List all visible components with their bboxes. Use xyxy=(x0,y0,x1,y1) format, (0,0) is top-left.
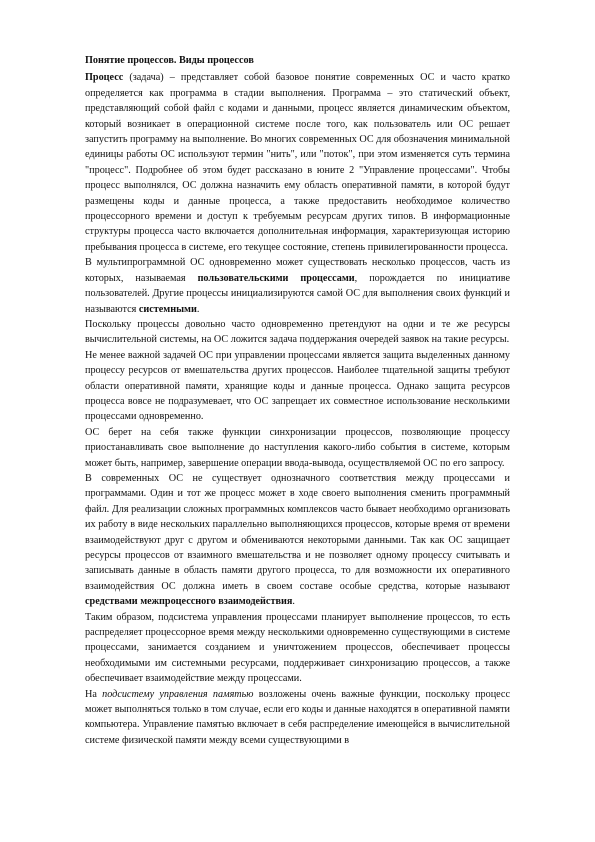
paragraph-text: На xyxy=(85,688,103,700)
paragraph-text: В современных ОС не существует однозначного соответствия между процессами и программами. Один и тот же процесс может в ходе своего выполнения сменить программный файл. Для реализации сложных программных комплексов часто бывает необходимо организовать их работу в виде нескольких параллельно выполняющихся процессов, которые время от времени взаимодействуют друг с другом и обмениваются некоторыми данными. Так как ОС защищает ресурсы процессов от взаимного вмешательства и не позволяет одному процессу считывать и записывать данные в область памяти другого процесса, то для возможности их оперативного взаимодействия ОС должна иметь в своем составе особые средства, которые называют xyxy=(85,472,510,592)
term-system-processes: системными xyxy=(138,303,197,315)
document-title: Понятие процессов. Виды процессов xyxy=(85,55,254,66)
term-ipc: средствами межпроцессного взаимодействия xyxy=(85,596,293,608)
paragraph-process-subsystem-summary: Таким образом, подсистема управления процессами планирует выполнение процессов, то есть распределяет процессорное время между несколькими одновременно существующими в системе процессами, занимается созданием и уничтожением процессов, обеспечивает процессы необходимыми им системными ресурсами, поддерживает синхронизацию процессов, а также обеспечивает взаимодействие между процессами. xyxy=(85,611,510,685)
paragraph-text: . xyxy=(196,303,200,315)
paragraph-resource-queues: Поскольку процессы довольно часто одновременно претендуют на одни и те же ресурсы вычислительной системы, на ОС ложится задача поддержания очередей заявок на такие ресурсы. xyxy=(85,318,510,346)
paragraph-resource-protection: Не менее важной задачей ОС при управлении процессами является защита выделенных данному процессу ресурсов от вмешательства других процессов. Наиболее тщательной защиты требуют области оперативной памяти, хранящие коды и данные процесса. Однако защита ресурсов процесса вовсе не подразумевает, что ОС запрещает их совместное использование несколькими процессами одновременно. xyxy=(85,349,510,423)
document-page xyxy=(85,53,510,748)
paragraph-memory-management xyxy=(85,687,510,749)
paragraph-text: В мультипрограммной ОС одновременно может существовать несколько процессов, часть из которых, называемая xyxy=(85,257,510,284)
paragraph-text: возложены очень важные функции, поскольку процесс может выполняться только в том случае, если его коды и данные находятся в оперативной памяти компьютера. Управление памятью включает в себя распределение имеющейся в вычислительной системе физической памяти между всеми существующими в xyxy=(85,688,510,746)
term-user-processes: пользовательскими процессами xyxy=(197,272,355,284)
paragraph-text: (задача) – представляет собой базовое понятие современных ОС и часто кратко определяется как программа в стадии выполнения. Программа – это статический объект, представляющий собой файл с кодами и данными, процесс является динамическим объектом, который возникает в операционной системе после того, как пользователь или ОС решает запустить программу на выполнение. Во многих современных ОС для обозначения минимальной единицы работы ОС используют термин "нить", или "поток", при этом изменяется суть термина "процесс". Подробнее об этом будет рассказано в юните 2 "Управление процессами". Чтобы процесс выполнялся, ОС должна назначить ему область оперативной памяти, в которой будут размещены коды и данные процесса, а также предоставить необходимое количество процессорного времени и доступ к требуемым ресурсам других типов. В информационные структуры процесса часто включается дополнительная информация, характеризующая историю пребывания процесса в системе, его текущее состояние, степень привилегированности процесса. xyxy=(85,72,510,253)
paragraph-ipc xyxy=(85,471,510,610)
paragraph-text: , порождается по инициативе пользователей. Другие процессы инициализируются самой ОС для выполнения своих функций и называются xyxy=(85,272,510,315)
paragraph-multiprogramming xyxy=(85,255,510,317)
term-process: Процесс xyxy=(85,72,124,84)
term-memory-subsystem: подсистему управления памятью xyxy=(102,688,254,700)
paragraph-process-definition xyxy=(85,70,510,255)
paragraph-synchronization: ОС берет на себя также функции синхронизации процессов, позволяющие процессу приостанавливать свое выполнение до наступления какого-либо события в системе, которым может быть, например, завершение операции ввода-вывода, осуществляемой ОС по его запросу. xyxy=(85,426,510,469)
paragraph-text: . xyxy=(292,596,295,608)
